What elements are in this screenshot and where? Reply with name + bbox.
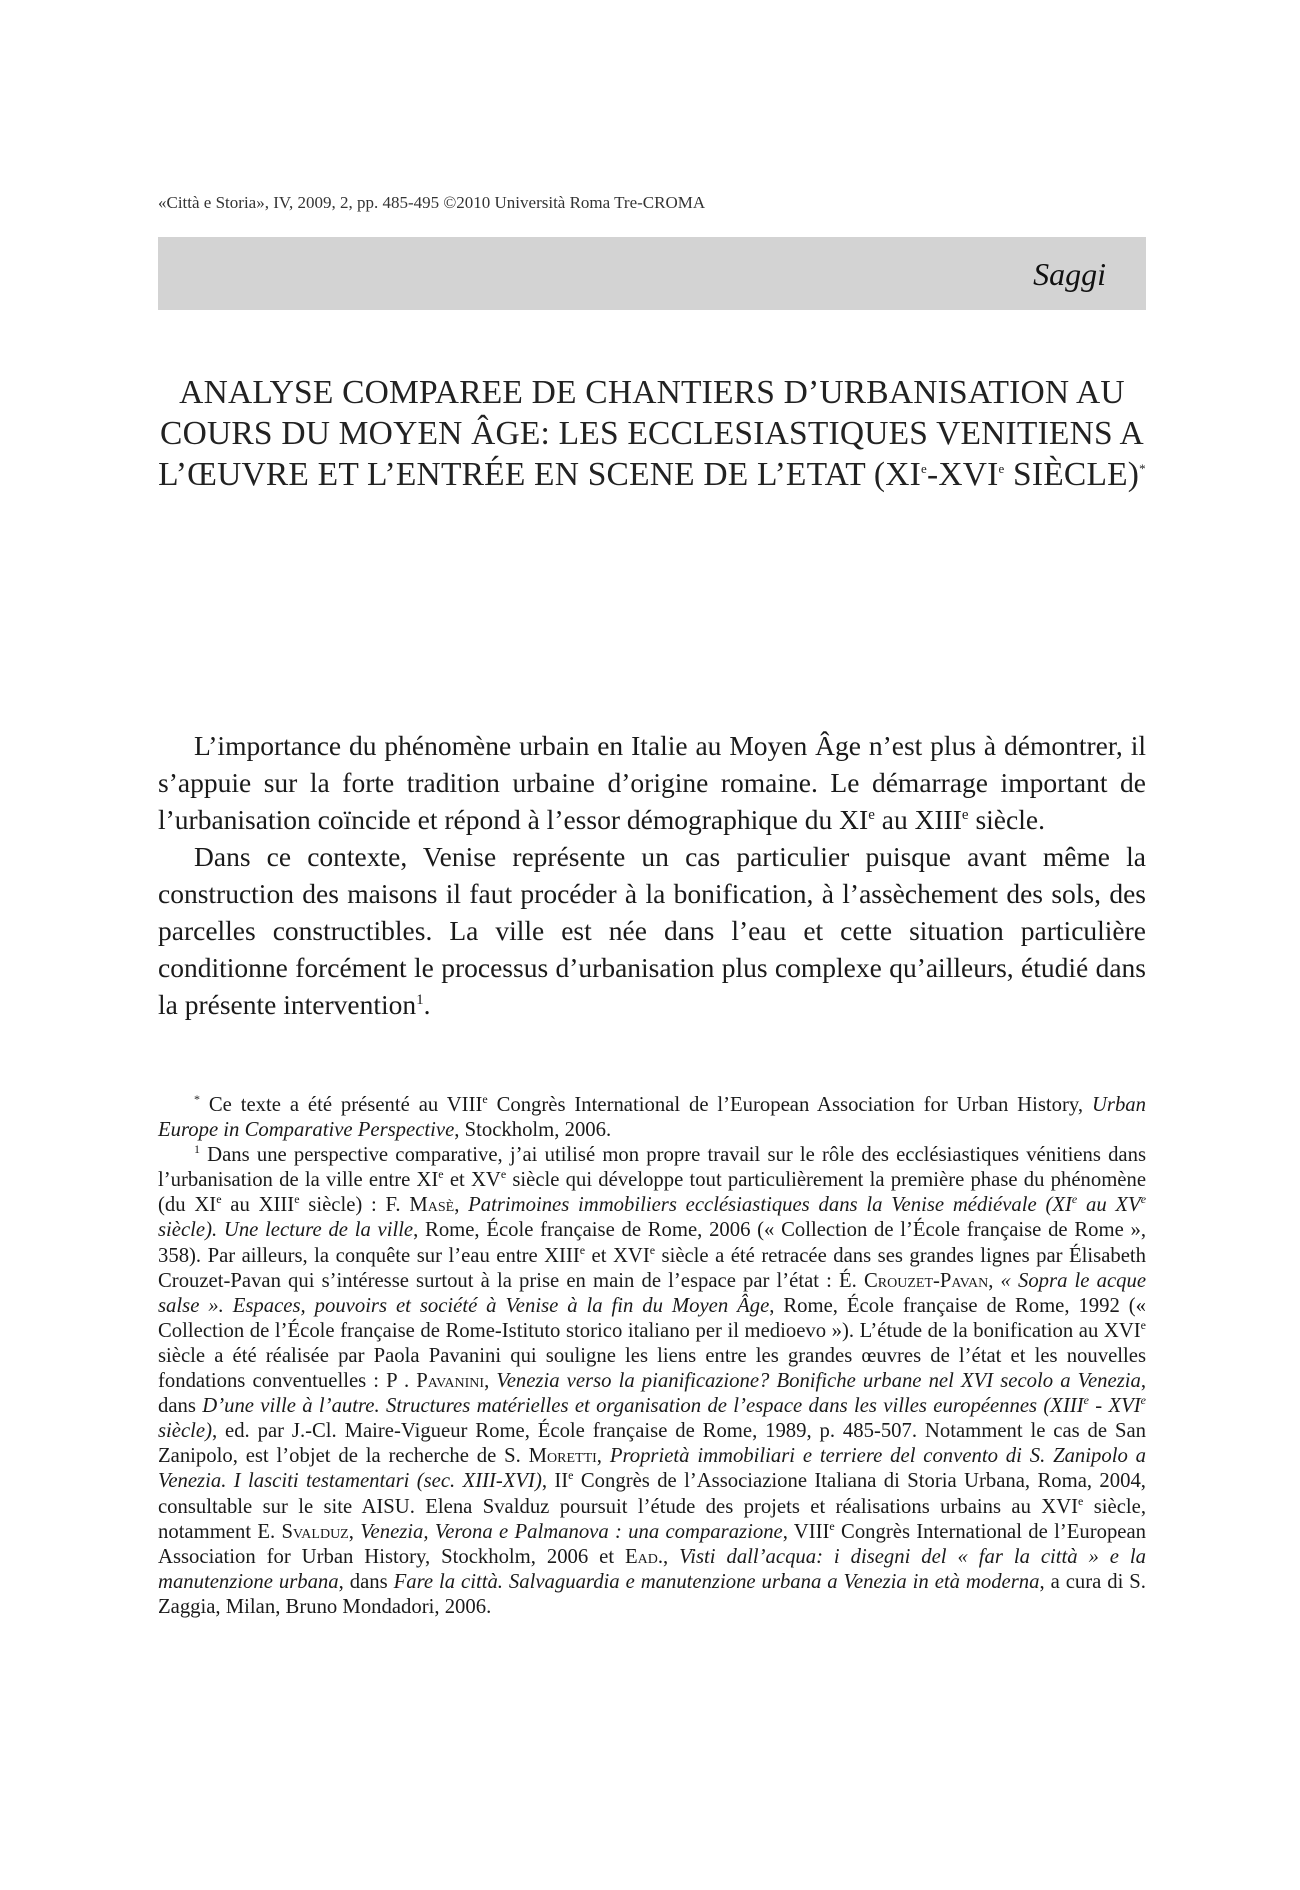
title-superscript: e xyxy=(921,460,927,476)
text-run: , xyxy=(484,1370,497,1393)
title-text: ANALYSE COMPAREE DE CHANTIERS D’URBANISATION AU COURS DU MOYEN ÂGE: LES ECCLESIASTIQUES VENITIENS A L’ŒUVRE ET L’ENTRÉE EN SCENE DE L’ETAT (XI xyxy=(158,374,1144,493)
text-run: , VIII xyxy=(782,1520,830,1543)
text-run: siècle, notamment E. xyxy=(158,1495,1146,1543)
author-name: Crouzet-Pavan xyxy=(863,1269,989,1292)
superscript: e xyxy=(579,1242,586,1257)
text-run: siècle qui développe tout particulièrement la première phase du phénomène (du XI xyxy=(158,1169,1147,1217)
text-run: Congrès de l’Associazione Italiana di Storia Urbana, Roma, 2004, consultable sur le site AISU. Elena Svalduz poursuit l’étude des projets et réalisations urbains au XVI xyxy=(158,1470,1146,1518)
author-name: Svalduz xyxy=(281,1520,349,1543)
text-run: au XIII xyxy=(221,1194,295,1217)
superscript: e xyxy=(961,806,969,823)
superscript: e xyxy=(829,1518,835,1533)
superscript: e xyxy=(868,806,875,823)
italic-title: siècle). Une lecture de la ville xyxy=(158,1219,414,1242)
running-head: «Città e Storia», IV, 2009, 2, pp. 485-495 ©2010 Università Roma Tre-CROMA xyxy=(158,193,706,212)
title-superscript: e xyxy=(998,460,1005,476)
superscript: e xyxy=(216,1192,222,1207)
italic-title: Venezia, Verona e Palmanova : una comparazione xyxy=(360,1520,783,1543)
text-run: , Rome, École française de Rome, 1992 (« Collection de l’École française de Rome-Istituto storico italiano per il medioevo »). L’étude de la bonification au XVI xyxy=(158,1294,1146,1342)
title-text: SIÈCLE) xyxy=(1004,456,1140,493)
footnote-marker: 1 xyxy=(194,1142,200,1157)
title-text: -XVI xyxy=(926,456,999,493)
superscript: e xyxy=(1071,1192,1078,1207)
text-run: , Rome, École française de Rome, 2006 (« Collection de l’École française de Rome », 358). Par ailleurs, la conquête sur l’eau entre XIII xyxy=(158,1219,1146,1267)
superscript: e xyxy=(500,1167,507,1182)
text-run: siècle a été retracée dans ses grandes lignes par Élisabeth Crouzet-Pavan qui s’intéresse surtout à la prise en main de l’espace par l’état : É. xyxy=(158,1244,1146,1292)
author-name: Ead. xyxy=(625,1545,664,1568)
footnote-marker: * xyxy=(194,1092,200,1107)
superscript: e xyxy=(1140,1317,1146,1332)
italic-title: au XV xyxy=(1077,1194,1141,1217)
superscript: e xyxy=(1140,1393,1146,1408)
italic-title: « Sopra le acque salse ». Espaces, pouvoirs et société à Venise à la fin du Moyen Âge xyxy=(158,1269,1146,1317)
author-name: Pavanini xyxy=(416,1370,485,1393)
section-label: Saggi xyxy=(1033,256,1106,292)
body-text xyxy=(158,727,1146,1023)
author-name: Moretti xyxy=(528,1445,597,1468)
text-run: Congrès International de l’European Association for Urban History, Stockholm, 2006 et xyxy=(158,1520,1146,1568)
text-run: siècle) : F. xyxy=(299,1194,410,1217)
italic-title: Proprietà immobiliari e terriere del convento di S. Zanipolo a Venezia. I lasciti testamentari (sec. XIII-XVI) xyxy=(158,1445,1146,1493)
text-run: , ed. par J.-Cl. Maire-Vigueur Rome, École française de Rome, 1989, p. 485-507. Notamment le cas de San Zanipolo, est l’objet de la recherche de S. xyxy=(158,1420,1146,1468)
text-run: Dans une perspective comparative, j’ai utilisé mon propre travail sur le rôle des ecclésiastiques vénitiens dans l’urbanisation de la ville entre XI xyxy=(158,1144,1146,1192)
text-run: Dans ce contexte, Venise représente un cas particulier puisque avant même la construction des maisons il faut procéder à la bonification, à l’assèchement des sols, des parcelles constructibles. La ville est née dans l’eau et cette situation particulière conditionne forcément le processus d’urbanisation plus complexe qu’ailleurs, étudié dans la présente intervention xyxy=(158,841,1146,1020)
text-run: . xyxy=(423,989,431,1020)
text-run: Ce texte a été présenté au VIII xyxy=(200,1094,483,1116)
text-run: , xyxy=(596,1445,610,1468)
text-run: , a cura di S. Zaggia, Milan, Bruno Mondadori, 2006. xyxy=(158,1570,1146,1618)
footnote-star xyxy=(158,1093,1146,1143)
footnote-1 xyxy=(158,1143,1146,1620)
italic-title: Urban Europe in Comparative Perspective xyxy=(158,1094,1146,1142)
superscript: e xyxy=(482,1092,488,1107)
text-run: Congrès International de l’European Association for Urban History, xyxy=(487,1094,1092,1116)
italic-title: Patrimoines immobiliers ecclésiastiques dans la Venise médiévale (XI xyxy=(468,1194,1072,1217)
text-run: L’importance du phénomène urbain en Italie au Moyen Âge n’est plus à démontrer, il s’appuie sur la forte tradition urbaine d’origine romaine. Le démarrage important de l’urbanisation coïncide et répond à l’essor démographique du XI xyxy=(158,730,1146,835)
superscript: e xyxy=(1078,1493,1084,1508)
text-run: au XIII xyxy=(874,804,962,835)
text-run: et XV xyxy=(443,1169,501,1192)
superscript: e xyxy=(438,1167,444,1182)
text-run: , xyxy=(663,1545,680,1568)
text-run: siècle a été réalisée par Paola Pavanini qui souligne les liens entre les grandes œuvres de l’état et les nouvelles fondations conventuelles : P . xyxy=(158,1344,1146,1393)
text-run: , dans xyxy=(158,1370,1147,1418)
footnote-reference: 1 xyxy=(416,991,424,1008)
text-run: , dans xyxy=(338,1570,394,1593)
superscript: e xyxy=(1140,1192,1147,1207)
superscript: e xyxy=(294,1192,300,1207)
superscript: e xyxy=(1083,1393,1089,1408)
italic-title: - XVI xyxy=(1088,1395,1141,1418)
italic-title: Fare la città. Salvaguardia e manutenzione urbana a Venezia in età moderna xyxy=(393,1570,1040,1593)
author-name: Masè xyxy=(409,1194,455,1217)
section-band xyxy=(158,237,1146,310)
text-run: , xyxy=(988,1269,1001,1292)
paragraph xyxy=(158,727,1146,838)
text-run: , Stockholm, 2006. xyxy=(454,1119,612,1142)
text-run: et XVI xyxy=(585,1244,650,1267)
text-run: siècle. xyxy=(968,804,1045,835)
superscript: e xyxy=(649,1242,656,1257)
italic-title: Venezia verso la pianificazione? Bonifiche urbane nel XVI secolo a Venezia xyxy=(496,1370,1141,1393)
article-title xyxy=(158,372,1146,495)
text-run: , xyxy=(348,1520,361,1543)
footnotes xyxy=(158,1093,1146,1620)
paragraph xyxy=(158,838,1146,1023)
italic-title: siècle) xyxy=(158,1420,212,1443)
italic-title: Visti dall’acqua: i disegni del « far la città » e la manutenzione urbana xyxy=(158,1545,1147,1593)
text-run: , xyxy=(454,1194,469,1217)
title-footnote-marker: * xyxy=(1139,460,1146,476)
italic-title: D’une ville à l’autre. Structures matérielles et organisation de l’espace dans les villes européennes (XIII xyxy=(202,1395,1084,1418)
superscript: e xyxy=(568,1468,574,1483)
text-run: , II xyxy=(541,1470,569,1493)
